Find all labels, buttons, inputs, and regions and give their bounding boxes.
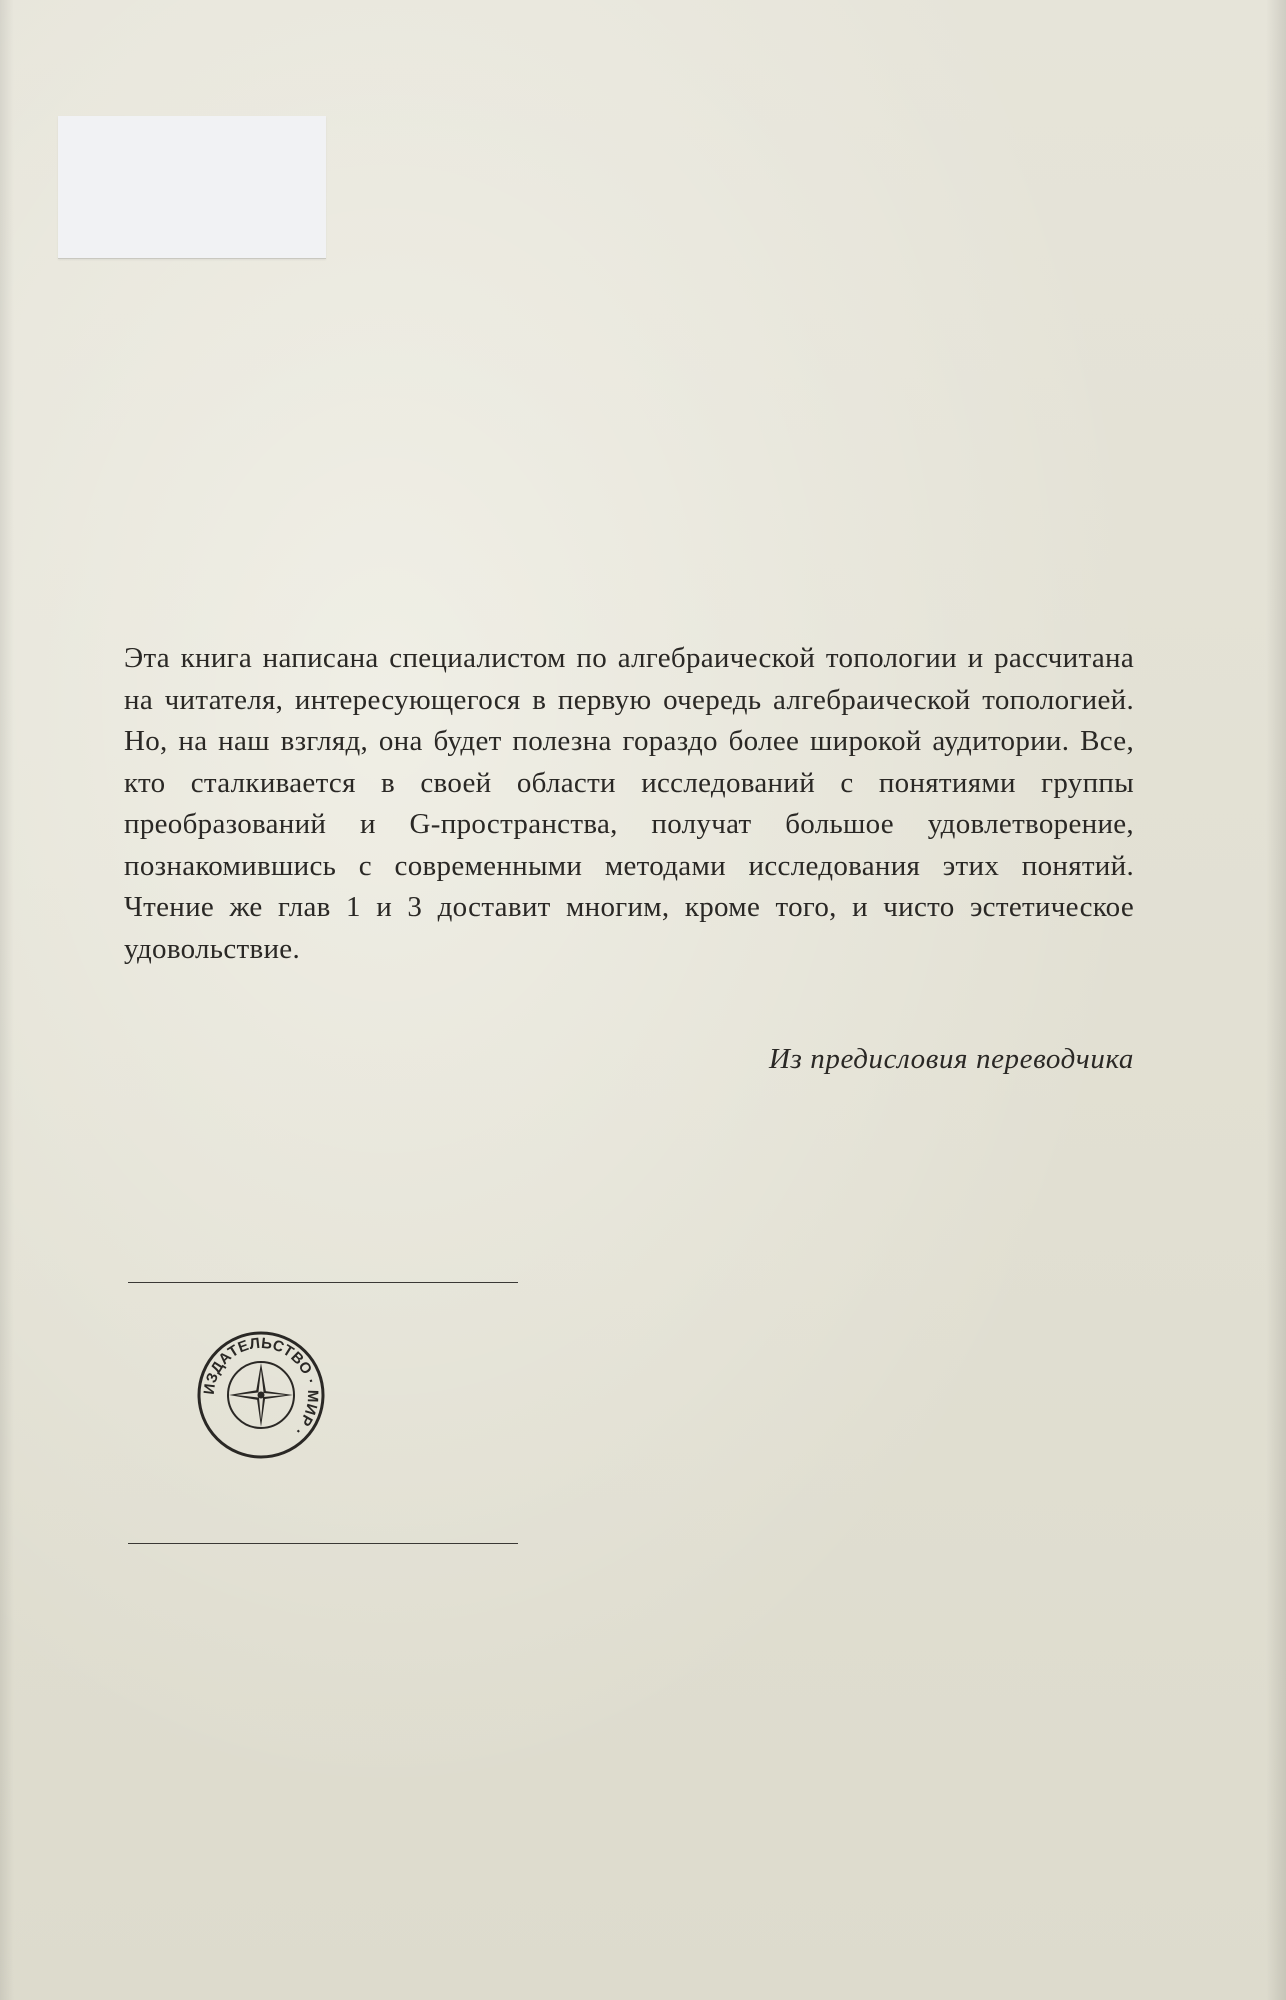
publisher-logo (196, 1330, 326, 1460)
publisher-logo-text: ИЗДАТЕЛЬСТВО · МИР · (200, 1334, 322, 1440)
cover-blurb (124, 638, 1134, 970)
divider-line-bottom (128, 1543, 518, 1544)
compass-rose-icon (229, 1363, 293, 1427)
blurb-attribution: Из предисловия переводчика (768, 1043, 1134, 1075)
blurb-paragraph: Эта книга написана специалистом по алгебраической топологии и рассчитана на читателя, интересующегося в первую очередь алгебраической топологией. Но, на наш взгляд, она будет полезна гораздо более широкой аудитории. Все, кто сталкивается в своей области исследований с понятиями группы преобразований и G-пространства, получат большое удовлетворение, познакомившись с современными методами исследования этих понятий. Чтение же глав 1 и 3 доставит многим, кроме того, и чисто эстетическое удовольствие. (124, 642, 1134, 965)
blank-sticker-label (58, 116, 326, 259)
divider-line-top (128, 1282, 518, 1283)
